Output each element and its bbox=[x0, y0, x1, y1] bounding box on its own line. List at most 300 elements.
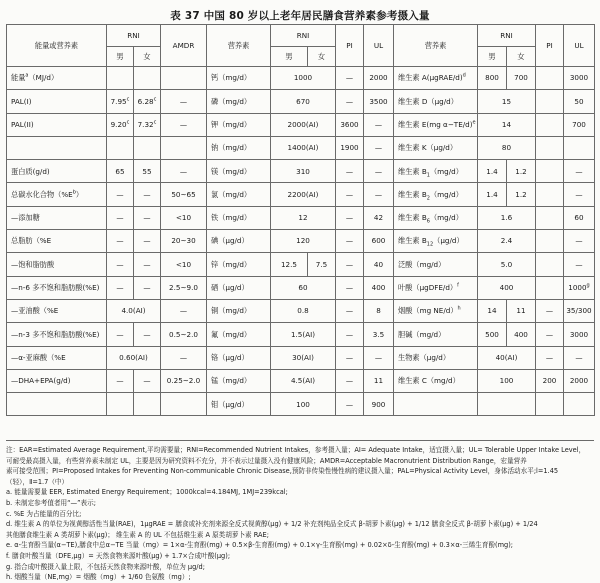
ul-value-3 bbox=[564, 67, 595, 90]
ul-text: 400 bbox=[371, 283, 386, 293]
pi-value-3 bbox=[536, 206, 564, 229]
col-header-nutrient-2: 营养素 bbox=[207, 25, 271, 67]
amdr-value bbox=[161, 346, 207, 369]
ul-text: 2000 bbox=[369, 73, 388, 83]
rni-male-1 bbox=[107, 206, 134, 229]
pi-value-2 bbox=[336, 67, 364, 90]
nutrient-label: 铜（mg/d） bbox=[211, 306, 252, 316]
table-row bbox=[7, 346, 595, 369]
table-row bbox=[7, 183, 595, 206]
nutrient-label: —n-6 多不饱和脂肪酸(%E) bbox=[11, 283, 100, 293]
nutrient-label: 维生素 E(mg α−TE/d) bbox=[398, 119, 473, 129]
ul-value-3 bbox=[564, 90, 595, 113]
footnote-line: 注：EAR=Estimated Average Requirement,平均需要量；RNI=Recommended Nutrient Intakes，参考摄入量；AI= Adequate Intake，适宜摄入量；UL= Tolerable Upper Intake Level， bbox=[6, 446, 586, 454]
ul-text: — bbox=[575, 166, 583, 176]
rni-value-merged-2 bbox=[271, 206, 336, 229]
rni-value: — bbox=[116, 189, 124, 199]
nutrient-unit: （μg/d） bbox=[433, 236, 464, 246]
ul-text: — bbox=[374, 143, 383, 153]
pi-value-3 bbox=[536, 299, 564, 322]
nutrient-label: 维生素 A(μgRAE/d) bbox=[398, 73, 463, 83]
rni-value: 30(AI) bbox=[292, 352, 314, 362]
rni-value: 1400(AI) bbox=[287, 143, 319, 153]
pi-text: — bbox=[345, 329, 354, 339]
pi-text: — bbox=[345, 166, 354, 176]
ul-value-3 bbox=[564, 369, 595, 392]
rni-value-merged-3 bbox=[478, 393, 536, 416]
rni-value-merged-2 bbox=[271, 393, 336, 416]
ul-value-2 bbox=[364, 346, 394, 369]
nutrient-label: 烟酸（mg NE/d） bbox=[398, 306, 458, 316]
nutrient-name-2 bbox=[207, 67, 271, 90]
rni-value: — bbox=[116, 283, 124, 293]
nutrient-name-3 bbox=[394, 206, 478, 229]
rni-value: 1.2 bbox=[515, 189, 527, 199]
nutrient-name-3 bbox=[394, 323, 478, 346]
ul-text: — bbox=[575, 259, 583, 269]
nutrient-unit: （MJ/d） bbox=[28, 73, 59, 83]
rni-female-1 bbox=[134, 136, 161, 159]
col-header-rni-1: RNI bbox=[107, 25, 161, 47]
rni-female-1 bbox=[134, 369, 161, 392]
rni-value: — bbox=[143, 329, 151, 339]
rni-value: 0.60(AI) bbox=[119, 352, 148, 362]
pi-text: 1900 bbox=[340, 143, 359, 153]
table-row bbox=[7, 113, 595, 136]
nutrient-label: —n-3 多不饱和脂肪酸(%E) bbox=[11, 329, 100, 339]
rni-value: 2.4 bbox=[500, 236, 513, 246]
pi-value-3 bbox=[536, 230, 564, 253]
nutrient-name-2 bbox=[207, 206, 271, 229]
rni-value: 670 bbox=[296, 96, 310, 106]
footnote-line: 素可接受范围；PI=Proposed Intakes for Preventing Non-communicable Chronic Disease,预防非传染性慢性病的建议摄入量；PAL=Physical Activity Level，身体活动水平;l=1.45 bbox=[6, 467, 559, 476]
rni-value-merged-3 bbox=[478, 230, 536, 253]
col-header-male-2: 男 bbox=[271, 47, 308, 67]
table-row bbox=[7, 369, 595, 392]
amdr-text: — bbox=[179, 119, 188, 129]
ul-text: — bbox=[575, 236, 583, 246]
ul-value-3 bbox=[564, 253, 595, 276]
table-row bbox=[7, 67, 595, 90]
amdr-text: 0.5~2.0 bbox=[169, 329, 198, 339]
ul-value-2 bbox=[364, 113, 394, 136]
ul-value-3 bbox=[564, 323, 595, 346]
rni-value: 6.28 bbox=[137, 96, 154, 106]
rni-female-3 bbox=[507, 299, 536, 322]
ul-value-3 bbox=[564, 299, 595, 322]
col-header-nutrient-1: 能量或营养素 bbox=[7, 25, 107, 67]
ul-text: 50 bbox=[574, 96, 584, 106]
footnote-line: e. α-生育酚当量(α−TE),膳食中总α−TE 当量（mg）= 1×α-生育酚(mg) + 0.5×β-生育酚(mg) + 0.1×γ-生育酚(mg) + 0.02×δ-生育酚(mg) + 0.3×α-三烯生育酚(mg); bbox=[6, 541, 514, 550]
nutrient-name-2 bbox=[207, 136, 271, 159]
nutrient-label: 能量 bbox=[11, 73, 26, 83]
rni-female-3 bbox=[507, 67, 536, 90]
ul-value-2 bbox=[364, 230, 394, 253]
ul-value-2 bbox=[364, 276, 394, 299]
nutrient-label: 泛酸（mg/d） bbox=[398, 259, 446, 269]
rni-value: — bbox=[116, 376, 124, 386]
col-header-pi-3: PI bbox=[536, 25, 564, 67]
rni-value: 0.8 bbox=[297, 306, 309, 316]
table-row bbox=[7, 136, 595, 159]
rni-value: 1.6 bbox=[500, 213, 513, 223]
nutrient-name-3 bbox=[394, 369, 478, 392]
ul-value-2 bbox=[364, 369, 394, 392]
rni-value: 15 bbox=[501, 96, 512, 106]
ul-text: 3500 bbox=[369, 96, 388, 106]
pi-value-2 bbox=[336, 183, 364, 206]
rni-male-3 bbox=[478, 299, 507, 322]
rni-value: 12 bbox=[298, 213, 308, 223]
nutrient-label: 叶酸（μgDFE/d） bbox=[398, 283, 458, 293]
nutrient-label: 维生素 B bbox=[398, 189, 427, 199]
rni-value: 14 bbox=[501, 119, 512, 129]
table-row bbox=[7, 393, 595, 416]
amdr-value bbox=[161, 323, 207, 346]
col-header-male-1: 男 bbox=[107, 47, 134, 67]
footnote-line: a. 能量需要量 EER, Estimated Energy Requirement；1000kcal=4.184MJ, 1MJ=239kcal; bbox=[6, 488, 288, 497]
nutrient-label: 锌（mg/d） bbox=[211, 259, 252, 269]
nutrient-label: 钠（mg/d） bbox=[211, 143, 252, 153]
col-header-female-3: 女 bbox=[507, 47, 536, 67]
amdr-value bbox=[161, 67, 207, 90]
rni-value: 65 bbox=[115, 166, 125, 176]
pi-value-3 bbox=[536, 346, 564, 369]
ul-value-3 bbox=[564, 393, 595, 416]
ul-value-2 bbox=[364, 393, 394, 416]
nutrient-name-2 bbox=[207, 253, 271, 276]
rni-value: 40(AI) bbox=[495, 352, 518, 362]
footnote-mark: b bbox=[72, 189, 76, 196]
amdr-value bbox=[161, 393, 207, 416]
rni-value: 55 bbox=[142, 166, 152, 176]
rni-male-1 bbox=[107, 136, 134, 159]
nutrient-label: 铁（mg/d） bbox=[211, 213, 252, 223]
nutrient-name-3 bbox=[394, 393, 478, 416]
rni-male-1 bbox=[107, 253, 134, 276]
subscript: 2 bbox=[426, 195, 430, 202]
nutrient-name-1 bbox=[7, 160, 107, 183]
nutrient-name-2 bbox=[207, 113, 271, 136]
pi-value-3 bbox=[536, 113, 564, 136]
pi-value-3 bbox=[536, 67, 564, 90]
rni-male-1 bbox=[107, 67, 134, 90]
amdr-text: — bbox=[179, 166, 188, 176]
nutrient-name-1 bbox=[7, 206, 107, 229]
amdr-value bbox=[161, 230, 207, 253]
amdr-text: — bbox=[179, 96, 188, 106]
nutrient-label: —DHA+EPA(g/d) bbox=[11, 376, 71, 386]
rni-value: 14 bbox=[487, 306, 497, 316]
amdr-value bbox=[161, 369, 207, 392]
nutrient-label: 总碳水化合物（%E bbox=[11, 189, 73, 199]
nutrient-unit: （mg/d） bbox=[429, 166, 463, 176]
rni-value-merged-2 bbox=[271, 323, 336, 346]
ul-text: 60 bbox=[574, 213, 584, 223]
rni-value: — bbox=[143, 376, 151, 386]
footnote-mark: c bbox=[153, 119, 157, 126]
nutrient-name-2 bbox=[207, 160, 271, 183]
ul-text: 3.5 bbox=[372, 329, 385, 339]
amdr-value bbox=[161, 276, 207, 299]
pi-value-2 bbox=[336, 206, 364, 229]
ul-value-3 bbox=[564, 206, 595, 229]
rni-value: 120 bbox=[296, 236, 310, 246]
rni-value-merged-2 bbox=[271, 136, 336, 159]
nutrient-label: 蛋白质(g/d) bbox=[11, 166, 50, 176]
nutrient-label: 维生素 B bbox=[398, 236, 427, 246]
pi-value-3 bbox=[536, 369, 564, 392]
nutrient-name-3 bbox=[394, 113, 478, 136]
nutrient-name-1 bbox=[7, 113, 107, 136]
nutrient-unit: （mg/d） bbox=[429, 213, 463, 223]
rni-value-merged-2 bbox=[271, 113, 336, 136]
pi-text: — bbox=[345, 189, 354, 199]
pi-text: — bbox=[345, 306, 354, 316]
rni-value: 100 bbox=[499, 376, 514, 386]
rni-female-1 bbox=[134, 253, 161, 276]
nutrient-name-1 bbox=[7, 393, 107, 416]
amdr-text: 2.5~9.0 bbox=[169, 283, 198, 293]
rni-value-merged-1 bbox=[107, 299, 161, 322]
col-header-pi-2: PI bbox=[336, 25, 364, 67]
amdr-text: — bbox=[179, 352, 188, 362]
ul-value-2 bbox=[364, 136, 394, 159]
rni-value: 4.5(AI) bbox=[290, 376, 316, 386]
rni-value-merged-2 bbox=[271, 183, 336, 206]
rni-value: 12.5 bbox=[280, 259, 297, 269]
rni-male-3 bbox=[478, 323, 507, 346]
nutrient-label: 钼（μg/d） bbox=[211, 399, 249, 409]
rni-male-1 bbox=[107, 393, 134, 416]
col-header-ul-2: UL bbox=[364, 25, 394, 67]
rni-male-1 bbox=[107, 160, 134, 183]
pi-value-2 bbox=[336, 230, 364, 253]
ul-text: 900 bbox=[371, 399, 386, 409]
nutrient-label: 生物素（μg/d） bbox=[398, 352, 451, 362]
subscript: 12 bbox=[426, 241, 434, 248]
ul-value-3 bbox=[564, 276, 595, 299]
nutrient-name-1 bbox=[7, 369, 107, 392]
rni-female-3 bbox=[507, 160, 536, 183]
rni-male-1 bbox=[107, 183, 134, 206]
ul-value-3 bbox=[564, 230, 595, 253]
pi-value-3 bbox=[536, 323, 564, 346]
ul-text: — bbox=[575, 352, 583, 362]
rni-value: 1.4 bbox=[486, 166, 498, 176]
pi-value-2 bbox=[336, 393, 364, 416]
amdr-value bbox=[161, 136, 207, 159]
rni-value: — bbox=[143, 283, 151, 293]
rni-female-1 bbox=[134, 393, 161, 416]
nutrient-reference-table bbox=[6, 24, 595, 416]
nutrient-name-1 bbox=[7, 136, 107, 159]
ul-text: 35/300 bbox=[566, 306, 592, 316]
pi-value-2 bbox=[336, 113, 364, 136]
footnote-line: b. 未制定参考值者用“—”表示; bbox=[6, 498, 96, 507]
col-header-nutrient-3: 营养素 bbox=[394, 25, 478, 67]
rni-value: — bbox=[143, 236, 151, 246]
nutrient-name-2 bbox=[207, 299, 271, 322]
nutrient-name-2 bbox=[207, 183, 271, 206]
ul-value-2 bbox=[364, 183, 394, 206]
rni-male-3 bbox=[478, 160, 507, 183]
ul-text: 1000 bbox=[568, 283, 587, 293]
nutrient-label: 维生素 D（μg/d） bbox=[398, 96, 458, 106]
rni-value-merged-3 bbox=[478, 113, 536, 136]
amdr-value bbox=[161, 183, 207, 206]
footnote-mark: g bbox=[586, 282, 590, 289]
rni-value-merged-3 bbox=[478, 369, 536, 392]
rni-value: — bbox=[116, 213, 124, 223]
nutrient-name-1 bbox=[7, 253, 107, 276]
rni-value: 400 bbox=[499, 283, 514, 293]
footnote-mark: c bbox=[153, 96, 157, 103]
rni-value-merged-1 bbox=[107, 346, 161, 369]
rni-male-2 bbox=[271, 253, 308, 276]
rni-value: 7.32 bbox=[137, 119, 154, 129]
pi-value-2 bbox=[336, 323, 364, 346]
table-row bbox=[7, 206, 595, 229]
rni-value: 11 bbox=[516, 306, 526, 316]
rni-value: — bbox=[116, 329, 124, 339]
rni-value: 2200(AI) bbox=[287, 189, 319, 199]
col-header-male-3: 男 bbox=[478, 47, 507, 67]
ul-value-3 bbox=[564, 136, 595, 159]
pi-text: — bbox=[345, 73, 354, 83]
rni-male-1 bbox=[107, 113, 134, 136]
nutrient-name-1 bbox=[7, 346, 107, 369]
pi-value-3 bbox=[536, 276, 564, 299]
rni-value: 5.0 bbox=[500, 259, 513, 269]
footnote-mark: e bbox=[472, 119, 476, 126]
nutrient-name-2 bbox=[207, 276, 271, 299]
nutrient-name-3 bbox=[394, 67, 478, 90]
nutrient-name-2 bbox=[207, 323, 271, 346]
nutrient-name-3 bbox=[394, 230, 478, 253]
nutrient-label: 维生素 B bbox=[398, 213, 427, 223]
nutrient-label: 钙（mg/d） bbox=[211, 73, 252, 83]
rni-value-merged-2 bbox=[271, 299, 336, 322]
table-title: 表 37 中国 80 岁以上老年居民膳食营养素参考摄入量 bbox=[170, 10, 430, 22]
nutrient-name-3 bbox=[394, 276, 478, 299]
rni-female-1 bbox=[134, 183, 161, 206]
rni-value-merged-2 bbox=[271, 276, 336, 299]
pi-value-2 bbox=[336, 276, 364, 299]
pi-value-2 bbox=[336, 160, 364, 183]
footnote-line: （轻），Ⅱ=1.7（中） bbox=[6, 477, 69, 486]
rni-value-merged-3 bbox=[478, 90, 536, 113]
nutrient-name-1 bbox=[7, 67, 107, 90]
footnote-line: c. %E 为占能量的百分比; bbox=[6, 509, 82, 518]
nutrient-label: 钾（mg/d） bbox=[211, 119, 252, 129]
rni-value: 310 bbox=[296, 166, 310, 176]
ul-text: — bbox=[374, 189, 383, 199]
nutrient-label: 碘（μg/d） bbox=[211, 236, 249, 246]
pi-value-2 bbox=[336, 253, 364, 276]
rni-value: 4.0(AI) bbox=[121, 306, 146, 316]
ul-text: 8 bbox=[376, 306, 381, 316]
ul-value-2 bbox=[364, 323, 394, 346]
nutrient-name-1 bbox=[7, 299, 107, 322]
table-row bbox=[7, 276, 595, 299]
rni-value: 2000(AI) bbox=[287, 119, 319, 129]
rni-value: — bbox=[143, 189, 151, 199]
footnote-mark: h bbox=[457, 305, 461, 312]
amdr-value bbox=[161, 113, 207, 136]
pi-text: — bbox=[345, 283, 354, 293]
amdr-value bbox=[161, 299, 207, 322]
nutrient-label: 胆碱（mg/d） bbox=[398, 329, 446, 339]
footnote-mark: c bbox=[126, 96, 130, 103]
footnote-mark: d bbox=[462, 72, 466, 79]
rni-value-merged-3 bbox=[478, 276, 536, 299]
rni-value: 500 bbox=[485, 329, 499, 339]
ul-text: 3000 bbox=[569, 73, 589, 83]
rni-value: 1.4 bbox=[486, 189, 498, 199]
pi-text: 200 bbox=[542, 376, 557, 386]
rni-female-1 bbox=[134, 160, 161, 183]
pi-text: 3600 bbox=[340, 119, 359, 129]
col-header-female-1: 女 bbox=[134, 47, 161, 67]
table-row bbox=[7, 323, 595, 346]
pi-text: — bbox=[345, 259, 354, 269]
rni-value-merged-2 bbox=[271, 230, 336, 253]
pi-text: — bbox=[345, 376, 354, 386]
rni-value: 1.2 bbox=[515, 166, 527, 176]
ul-text: — bbox=[374, 352, 383, 362]
rni-value-merged-2 bbox=[271, 90, 336, 113]
nutrient-label: 总脂肪（%E bbox=[11, 236, 52, 246]
nutrient-unit: ） bbox=[75, 189, 84, 199]
amdr-value bbox=[161, 90, 207, 113]
amdr-text: 0.25~2.0 bbox=[166, 376, 201, 386]
col-header-amdr: AMDR bbox=[161, 25, 207, 67]
table-row bbox=[7, 253, 595, 276]
rni-male-3 bbox=[478, 183, 507, 206]
rni-value-merged-2 bbox=[271, 369, 336, 392]
footnote-line: 可耐受最高摄入量，有些营养素未制定 UL，主要是因为研究资料不充分，并不表示过量摄入没有健康风险；AMDR=Acceptable Macronutrient Distribution Range，宏量营养 bbox=[6, 456, 527, 465]
ul-value-3 bbox=[564, 183, 595, 206]
pi-value-2 bbox=[336, 136, 364, 159]
pi-value-2 bbox=[336, 90, 364, 113]
footnotes bbox=[6, 440, 594, 583]
nutrient-label: 维生素 K（μg/d） bbox=[398, 143, 458, 153]
ul-value-3 bbox=[564, 346, 595, 369]
subscript: 6 bbox=[426, 218, 430, 225]
amdr-value bbox=[161, 206, 207, 229]
amdr-text: <10 bbox=[175, 259, 192, 269]
ul-text: 600 bbox=[371, 236, 386, 246]
col-header-rni-3: RNI bbox=[478, 25, 536, 47]
ul-text: 2000 bbox=[569, 376, 589, 386]
rni-female-1 bbox=[134, 67, 161, 90]
pi-value-2 bbox=[336, 299, 364, 322]
rni-value: 7.5 bbox=[315, 259, 328, 269]
rni-female-3 bbox=[507, 323, 536, 346]
rni-value-merged-3 bbox=[478, 206, 536, 229]
rni-value: 400 bbox=[514, 329, 528, 339]
nutrient-label: 维生素 B bbox=[398, 166, 427, 176]
nutrient-name-3 bbox=[394, 253, 478, 276]
footnote-line: d. 维生素 A 的单位为视黄醇活性当量(RAE)，1μgRAE = 膳食或补充剂来源全反式视黄醇(μg) + 1/2 补充剂纯品全反式 β-胡萝卜素(μg) + 1/12 膳食全反式 β-胡萝卜素(μg) + 1/24 bbox=[6, 520, 538, 529]
pi-value-3 bbox=[536, 183, 564, 206]
nutrient-label: —饱和脂肪酸 bbox=[11, 259, 55, 269]
rni-male-1 bbox=[107, 90, 134, 113]
ul-value-2 bbox=[364, 299, 394, 322]
nutrient-name-3 bbox=[394, 299, 478, 322]
nutrient-unit: （mg/d） bbox=[429, 189, 463, 199]
